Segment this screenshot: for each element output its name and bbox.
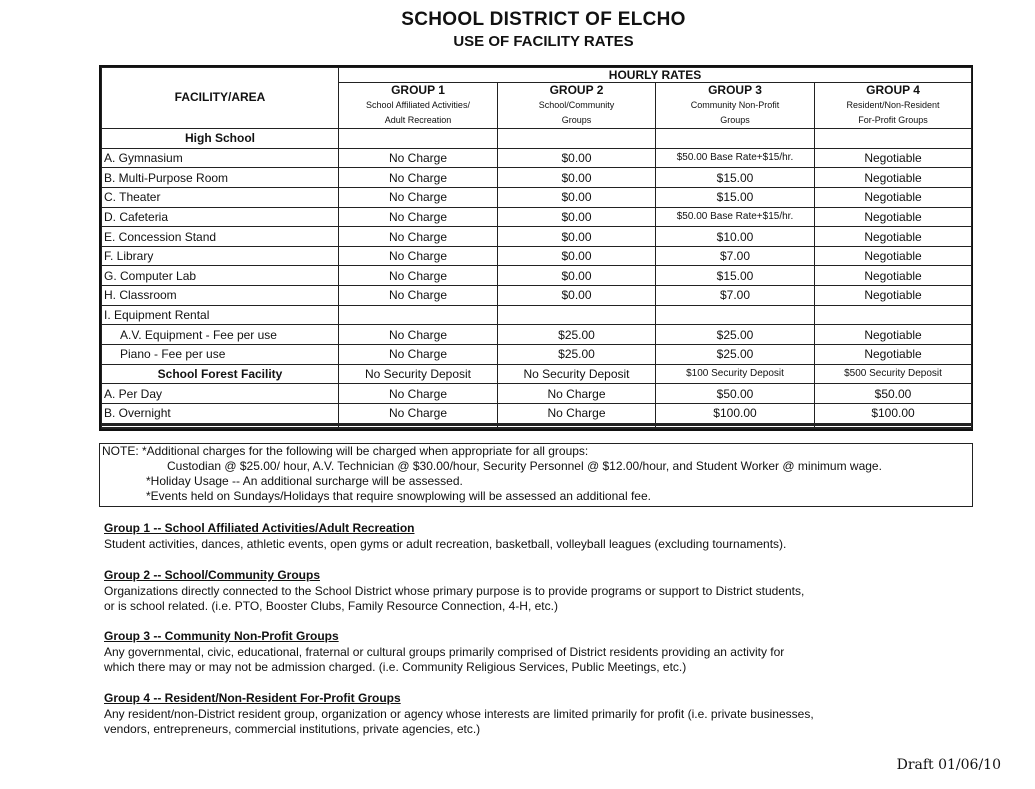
group-name: GROUP 2 — [549, 83, 604, 97]
group-4-rate-cell — [815, 129, 972, 149]
table-row — [102, 246, 972, 266]
hourly-rates-header: HOURLY RATES — [339, 68, 972, 83]
table-row — [102, 187, 972, 207]
group-4-rate-cell: $100.00 — [815, 403, 972, 423]
group-3-rate-cell: $100.00 — [656, 403, 815, 423]
group-1-rate-cell: No Charge — [339, 384, 498, 404]
group-2-rate-cell: No Security Deposit — [498, 364, 656, 384]
group-3-rate-cell: $50.00 — [656, 384, 815, 404]
facility-cell: A.V. Equipment - Fee per use — [102, 325, 339, 345]
group-3-rate-cell: $50.00 Base Rate+$15/hr. — [656, 148, 815, 168]
group-2-rate-cell — [498, 427, 656, 429]
group-2-rate-cell: $0.00 — [498, 246, 656, 266]
group-3-rate-cell: $15.00 — [656, 187, 815, 207]
group-2-rate-cell — [498, 305, 656, 325]
description-line: Any resident/non-District resident group, organization or agency whose interests are limited primarily for profit (i.e. private businesses, — [104, 707, 814, 721]
table-row — [102, 364, 972, 384]
group-2-rate-cell: No Charge — [498, 384, 656, 404]
group-1-rate-cell: No Charge — [339, 148, 498, 168]
group-3-header — [656, 83, 815, 129]
draft-label: Draft 01/06/10 — [896, 757, 1001, 773]
group-1-rate-cell: No Charge — [339, 227, 498, 247]
table-row — [102, 286, 972, 306]
group-3-rate-cell: $25.00 — [656, 325, 815, 345]
group-4-rate-cell: Negotiable — [815, 207, 972, 227]
group-subtitle: For-Profit Groups — [858, 115, 928, 125]
group-4-description — [104, 691, 904, 737]
rates-table — [99, 65, 973, 431]
group-subtitle: Community Non-Profit — [690, 100, 780, 110]
group-1-rate-cell — [339, 427, 498, 429]
facility-cell: School Forest Facility — [102, 364, 339, 384]
facility-cell: F. Library — [102, 246, 339, 266]
facility-cell: A. Per Day — [102, 384, 339, 404]
group-3-rate-cell: $25.00 — [656, 345, 815, 365]
description-heading: Group 1 -- School Affiliated Activities/Adult Recreation — [104, 521, 415, 535]
group-2-rate-cell — [498, 129, 656, 149]
group-3-rate-cell: $15.00 — [656, 168, 815, 188]
group-4-rate-cell: Negotiable — [815, 246, 972, 266]
facility-cell — [102, 427, 339, 429]
group-subtitle: School/Community — [538, 100, 615, 110]
group-2-rate-cell: $0.00 — [498, 207, 656, 227]
group-subtitle: School Affiliated Activities/ — [366, 100, 470, 110]
group-2-rate-cell: $0.00 — [498, 187, 656, 207]
page-title: SCHOOL DISTRICT OF ELCHO — [401, 9, 686, 30]
group-3-rate-cell — [656, 305, 815, 325]
group-4-rate-cell: Negotiable — [815, 325, 972, 345]
group-4-rate-cell: $500 Security Deposit — [815, 364, 972, 384]
note-line: *Holiday Usage -- An additional surcharge will be assessed. — [146, 474, 463, 488]
facility-cell: B. Overnight — [102, 403, 339, 423]
group-3-rate-cell — [656, 427, 815, 429]
table-row — [102, 384, 972, 404]
description-line: Organizations directly connected to the School District whose primary purpose is to provide programs or support to District students, — [104, 584, 805, 598]
group-subtitle: Adult Recreation — [384, 115, 452, 125]
group-4-rate-cell: Negotiable — [815, 168, 972, 188]
group-3-rate-cell: $100 Security Deposit — [656, 364, 815, 384]
group-1-description — [104, 521, 904, 552]
table-row — [102, 325, 972, 345]
description-heading: Group 2 -- School/Community Groups — [104, 568, 320, 582]
table-row — [102, 129, 972, 149]
facility-cell: D. Cafeteria — [102, 207, 339, 227]
note-line: NOTE: *Additional charges for the following will be charged when appropriate for all groups: — [102, 444, 589, 458]
note-line: *Events held on Sundays/Holidays that require snowplowing will be assessed an additional fee. — [146, 489, 651, 503]
group-2-rate-cell: $25.00 — [498, 325, 656, 345]
description-line: Any governmental, civic, educational, fraternal or cultural groups primarily comprised of District residents providing an activity for — [104, 645, 785, 659]
note-box — [99, 443, 973, 507]
group-subtitle: Resident/Non-Resident — [846, 100, 940, 110]
group-subtitle: Groups — [720, 115, 750, 125]
facility-cell: C. Theater — [102, 187, 339, 207]
group-3-rate-cell: $7.00 — [656, 246, 815, 266]
table-row — [102, 168, 972, 188]
group-1-rate-cell: No Security Deposit — [339, 364, 498, 384]
facility-cell: I. Equipment Rental — [102, 305, 339, 325]
group-3-rate-cell: $15.00 — [656, 266, 815, 286]
group-4-rate-cell: Negotiable — [815, 286, 972, 306]
facility-cell: H. Classroom — [102, 286, 339, 306]
group-name: GROUP 3 — [708, 83, 762, 97]
description-line: which there may or may not be admission charged. (i.e. Community Religious Services, Public Meetings, etc.) — [104, 660, 687, 674]
group-3-rate-cell: $7.00 — [656, 286, 815, 306]
group-name: GROUP 4 — [866, 83, 920, 97]
facility-area-header: FACILITY/AREA — [102, 68, 339, 129]
group-1-rate-cell: No Charge — [339, 207, 498, 227]
group-4-rate-cell: Negotiable — [815, 266, 972, 286]
facility-cell: B. Multi-Purpose Room — [102, 168, 339, 188]
group-4-rate-cell — [815, 305, 972, 325]
group-3-description — [104, 629, 904, 675]
table-row — [102, 148, 972, 168]
table-row — [102, 305, 972, 325]
group-1-rate-cell: No Charge — [339, 325, 498, 345]
facility-cell: High School — [102, 129, 339, 149]
group-3-rate-cell: $50.00 Base Rate+$15/hr. — [656, 207, 815, 227]
group-2-rate-cell: $0.00 — [498, 148, 656, 168]
group-4-rate-cell — [815, 427, 972, 429]
group-1-rate-cell — [339, 129, 498, 149]
group-2-rate-cell: $25.00 — [498, 345, 656, 365]
group-4-rate-cell: $50.00 — [815, 384, 972, 404]
group-2-rate-cell: $0.00 — [498, 168, 656, 188]
group-3-rate-cell — [656, 129, 815, 149]
table-row — [102, 345, 972, 365]
group-1-rate-cell: No Charge — [339, 403, 498, 423]
group-2-description — [104, 568, 904, 614]
description-heading: Group 3 -- Community Non-Profit Groups — [104, 629, 339, 643]
group-3-rate-cell: $10.00 — [656, 227, 815, 247]
group-1-rate-cell: No Charge — [339, 246, 498, 266]
page-subtitle: USE OF FACILITY RATES — [453, 33, 634, 50]
group-name: GROUP 1 — [391, 83, 445, 97]
group-4-rate-cell: Negotiable — [815, 187, 972, 207]
description-line: vendors, entrepreneurs, commercial institutions, private agencies, etc.) — [104, 722, 481, 736]
group-1-rate-cell — [339, 305, 498, 325]
table-row — [102, 403, 972, 423]
description-line: or is school related. (i.e. PTO, Booster Clubs, Family Resource Connection, 4-H, etc.) — [104, 599, 558, 613]
group-4-rate-cell: Negotiable — [815, 345, 972, 365]
facility-cell: G. Computer Lab — [102, 266, 339, 286]
table-row — [102, 266, 972, 286]
group-2-rate-cell: No Charge — [498, 403, 656, 423]
table-row — [102, 427, 972, 429]
description-line: Student activities, dances, athletic events, open gyms or adult recreation, basketball, volleyball leagues (excluding tournaments). — [104, 537, 787, 551]
table-row — [102, 207, 972, 227]
note-line: Custodian @ $25.00/ hour, A.V. Technician @ $30.00/hour, Security Personnel @ $12.00/hour, and Student Worker @ minimum wage. — [167, 459, 882, 473]
group-subtitle: Groups — [561, 115, 592, 125]
group-1-rate-cell: No Charge — [339, 286, 498, 306]
group-2-header — [498, 83, 656, 129]
group-2-rate-cell: $0.00 — [498, 266, 656, 286]
facility-cell: Piano - Fee per use — [102, 345, 339, 365]
description-heading: Group 4 -- Resident/Non-Resident For-Profit Groups — [104, 691, 401, 705]
group-1-header — [339, 83, 498, 129]
group-1-rate-cell: No Charge — [339, 345, 498, 365]
group-2-rate-cell: $0.00 — [498, 286, 656, 306]
group-4-rate-cell: Negotiable — [815, 227, 972, 247]
facility-cell: E. Concession Stand — [102, 227, 339, 247]
group-2-rate-cell: $0.00 — [498, 227, 656, 247]
group-1-rate-cell: No Charge — [339, 187, 498, 207]
group-1-rate-cell: No Charge — [339, 266, 498, 286]
group-4-header — [815, 83, 972, 129]
facility-cell: A. Gymnasium — [102, 148, 339, 168]
group-4-rate-cell: Negotiable — [815, 148, 972, 168]
group-1-rate-cell: No Charge — [339, 168, 498, 188]
table-row — [102, 227, 972, 247]
